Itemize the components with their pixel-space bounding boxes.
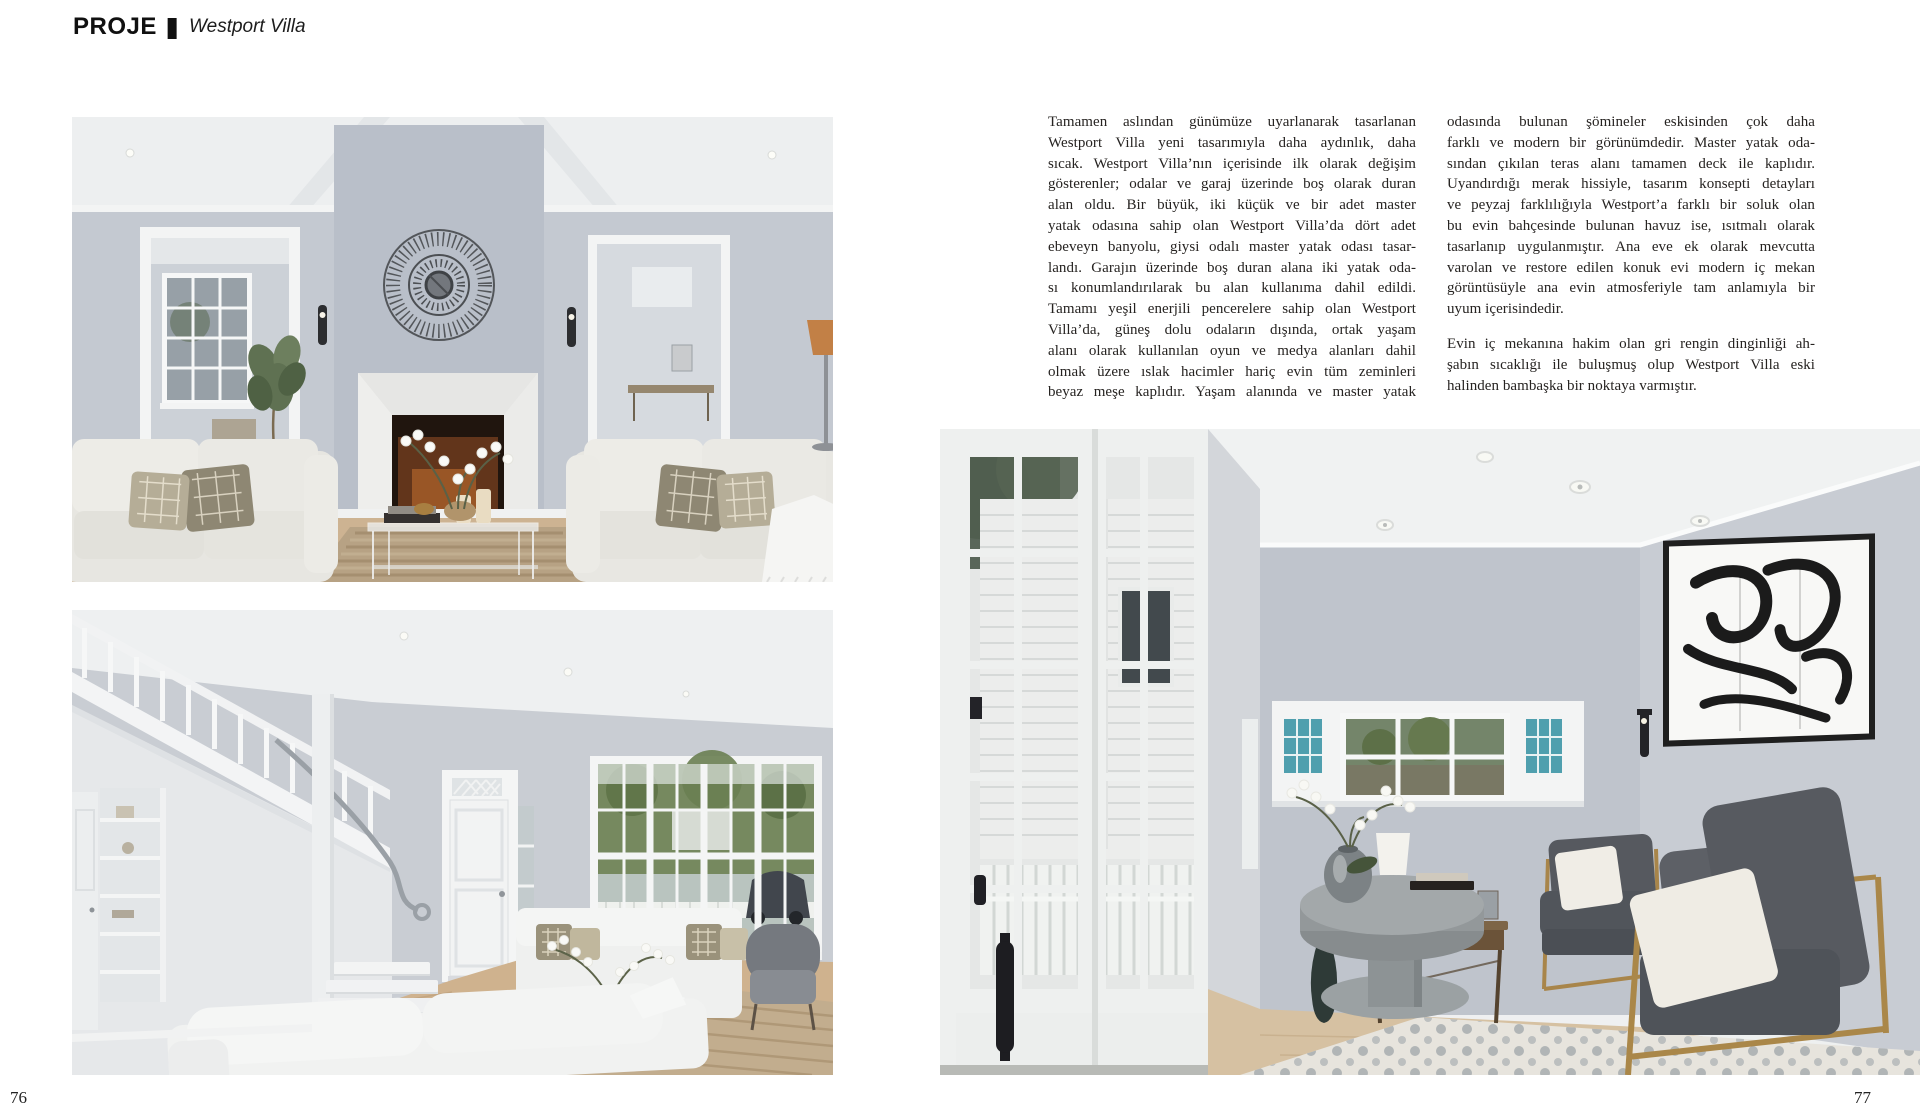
side-door (72, 792, 98, 1030)
text-line: Tamamı yeşil enerjili pencerelere sahip olan Westport (1048, 301, 1416, 318)
text-line: Villa’da, güneş dolu odaların dışında, ortak yaşam (1048, 321, 1416, 338)
transom-windows (1272, 701, 1584, 807)
text-line: görüntüsüyle ana evin atmosferiyle tam anlamıyla bir (1447, 280, 1815, 297)
paragraph-1 (1447, 112, 1815, 320)
text-line: landı. Garajın üzerinde boş duran alana iki yatak oda- (1048, 259, 1416, 276)
text-line: Westport Villa yeni tasarımıyla daha aydınlık, daha (1048, 134, 1416, 151)
paragraph-2 (1447, 334, 1815, 396)
text-line: alanı olarak kullanılan oyun ve medya alanları dahil (1048, 342, 1416, 359)
jute-rug (308, 527, 604, 582)
photo-living-room-fireplace-image (72, 117, 833, 582)
page-header (73, 14, 306, 40)
text-line: şabın sıcaklığı ile buluşmuş olup Westport Villa eski (1447, 356, 1815, 373)
text-line: beyaz meşe kaplıdır. Yaşam alanında ve master yatak (1048, 384, 1416, 401)
article-column-2 (1447, 112, 1815, 396)
text-line: gösterenler; odalar ve garaj üzerinde boş olarak duran (1048, 176, 1416, 193)
page-number-left: 76 (10, 1088, 27, 1107)
sofa-left (72, 439, 338, 582)
text-line: sından çıkılan teras alanı tamamen deck ile kaplıdır. (1447, 155, 1815, 172)
text-line: bu evin bahçesinde bulunan havuz ise, ısıtmalı olarak (1447, 217, 1815, 234)
title-separator-bar: | (162, 14, 182, 39)
text-line: uyum içerisindedir. (1447, 301, 1564, 318)
glass-doors (940, 429, 1208, 1075)
section-title: PROJE (73, 13, 157, 40)
text-line: ve peyzaj farklılığıyla Westport’a farklı bir soluk olan (1447, 197, 1815, 214)
built-in-shelves (100, 788, 166, 1002)
photo-staircase-entry-image (72, 610, 833, 1075)
text-line: sıcak. Westport Villa’nın içerisinde ilk olarak değişim (1048, 155, 1416, 172)
white-pillow (1554, 845, 1623, 911)
side-window-sliver (1242, 719, 1258, 869)
photo-living-room-fireplace (72, 117, 833, 582)
text-line: odasında bulunan şömineler eskisinden çok daha (1447, 114, 1815, 130)
photo-sunroom-sitting-area (940, 429, 1920, 1075)
right-mirror-alcove (588, 235, 730, 469)
sofa-right (566, 439, 833, 582)
wall-sconce-left (318, 305, 327, 345)
wall-sconce-right (567, 307, 576, 347)
text-line: Uyandırdığı merak hissiyle, tasarım konsepti detayları (1447, 176, 1815, 193)
photo-staircase-entry (72, 610, 833, 1075)
text-line: olmak üzere ıslak hacimler hariç evin tüm zeminleri (1048, 363, 1416, 380)
text-line: varolan ve restore edilen konuk evi modern iç mekan (1447, 259, 1815, 276)
text-line: ebeveyn banyolu, giysi odalı master yatak odası tasar- (1048, 238, 1416, 255)
text-line: tasarlanıp uygulanmıştır. Ana eve ek olarak mevcutta (1447, 238, 1815, 255)
text-line: sı konumlandırılarak bu alan kullanıma dahil edildi. (1048, 280, 1416, 297)
text-line: Tamamen aslından günümüze uyarlanarak tasarlanan (1048, 114, 1416, 130)
project-name: Westport Villa (189, 16, 306, 37)
text-line: alan oldu. Bir büyük, iki küçük ve bir adet master (1048, 197, 1416, 214)
round-coffee-table (1300, 873, 1484, 1019)
page-number-right: 77 (1854, 1088, 1871, 1107)
text-line: farklı ve modern bir görünümdedir. Master yatak oda- (1447, 134, 1815, 151)
left-window-alcove (140, 227, 300, 467)
abstract-art-canvas (1666, 536, 1872, 743)
photo-sunroom-sitting-area-image (940, 429, 1920, 1075)
text-line: yatak odasına sahip olan Westport Villa’da dört adet (1048, 217, 1416, 234)
text-line: Evin iç mekanına hakim olan gri rengin dinginliği ah- (1447, 335, 1815, 352)
text-line: halinden bambaşka bir noktaya varmıştır. (1447, 377, 1697, 394)
article-column-1 (1048, 112, 1416, 403)
